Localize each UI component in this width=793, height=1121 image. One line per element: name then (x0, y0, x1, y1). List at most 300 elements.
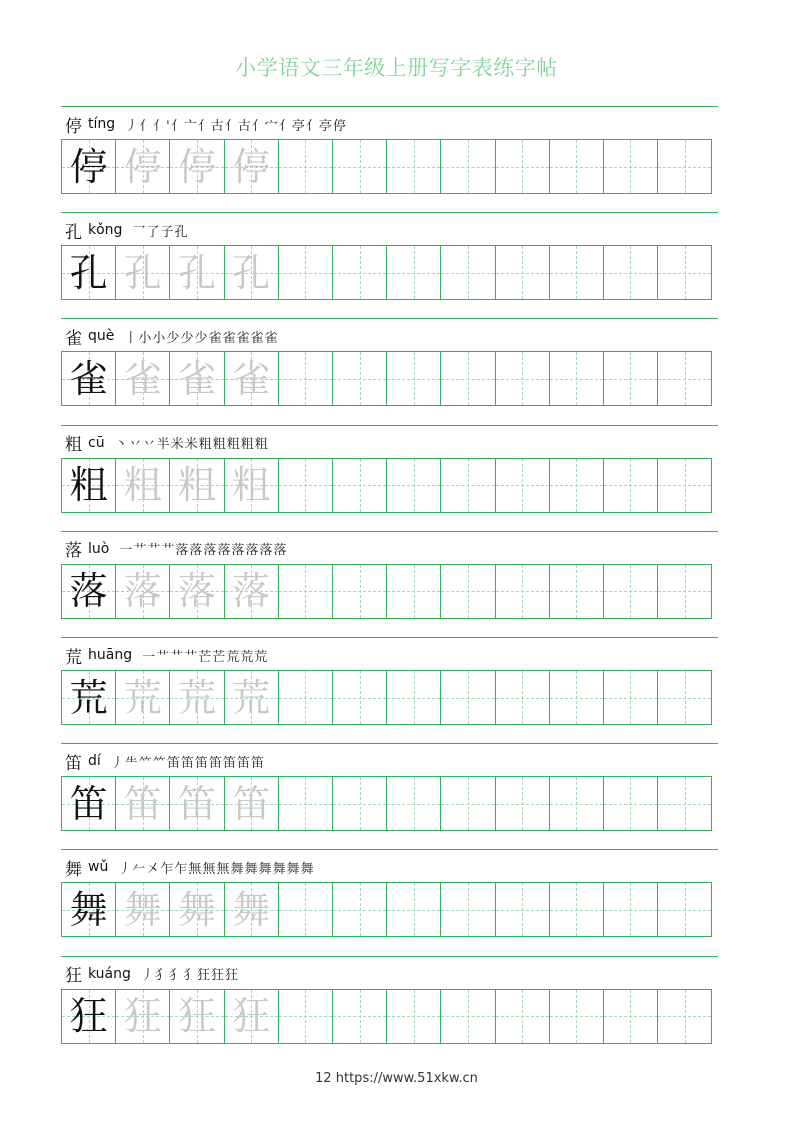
grid-cell (496, 671, 550, 724)
grid-cell (279, 565, 333, 618)
grid-cell (550, 883, 604, 936)
stroke-step: 丶 (114, 437, 128, 453)
trace-character: 粗 (232, 463, 271, 508)
grid-cell (225, 990, 279, 1043)
grid-cell (604, 246, 658, 299)
grid-cell (225, 246, 279, 299)
trace-character: 笛 (232, 781, 271, 826)
grid-cell (62, 777, 116, 830)
stroke-step: 𠂉 (132, 861, 146, 877)
guide-line-vertical (630, 883, 631, 936)
guide-line-vertical (630, 565, 631, 618)
grid-cell (496, 990, 550, 1043)
grid-cell (333, 990, 387, 1043)
trace-character: 舞 (177, 887, 216, 932)
guide-line-vertical (414, 777, 415, 830)
grid-cell (496, 565, 550, 618)
writing-grid (61, 564, 712, 619)
grid-cell (225, 777, 279, 830)
stroke-step: 米 (184, 437, 198, 453)
grid-cell (62, 565, 116, 618)
stroke-step: 粗 (240, 437, 254, 453)
stroke-step: 丿 (125, 118, 139, 134)
grid-cell (658, 246, 711, 299)
grid-cell (62, 246, 116, 299)
grid-cell (170, 990, 224, 1043)
guide-line-vertical (576, 777, 577, 830)
stroke-step: 落 (231, 543, 245, 559)
grid-cell (604, 565, 658, 618)
stroke-step: 一 (142, 649, 156, 665)
grid-cell (550, 140, 604, 193)
stroke-step: 小 (152, 330, 166, 346)
stroke-step: 笛 (250, 755, 264, 771)
grid-cell (279, 777, 333, 830)
row-divider (61, 531, 718, 532)
model-character: 粗 (69, 463, 108, 508)
stroke-step: 狂 (196, 968, 210, 984)
guide-line-vertical (685, 140, 686, 193)
model-character: 落 (69, 569, 108, 614)
stroke-step: 一 (119, 543, 133, 559)
stroke-step: 落 (259, 543, 273, 559)
trace-character: 粗 (123, 463, 162, 508)
guide-line-vertical (576, 990, 577, 1043)
stroke-step: 荒 (226, 649, 240, 665)
grid-cell (550, 459, 604, 512)
guide-line-vertical (685, 565, 686, 618)
grid-cell (604, 352, 658, 405)
stroke-step: 丷 (142, 437, 156, 453)
guide-line-vertical (685, 671, 686, 724)
guide-line-vertical (360, 990, 361, 1043)
guide-line-vertical (414, 459, 415, 512)
grid-cell (441, 246, 495, 299)
grid-cell (658, 777, 711, 830)
grid-cell (496, 352, 550, 405)
guide-line-vertical (522, 671, 523, 724)
stroke-step: 少 (166, 330, 180, 346)
stroke-step: 半 (156, 437, 170, 453)
guide-line-vertical (522, 140, 523, 193)
grid-cell (387, 140, 441, 193)
grid-cell (387, 990, 441, 1043)
grid-cell (333, 246, 387, 299)
entry-header (65, 963, 239, 985)
grid-cell (604, 883, 658, 936)
writing-grid (61, 139, 712, 194)
grid-cell (496, 883, 550, 936)
grid-cell (658, 459, 711, 512)
header-character: 笛 (65, 753, 82, 774)
grid-cell (387, 565, 441, 618)
guide-line-vertical (305, 352, 306, 405)
trace-character: 狂 (232, 994, 271, 1039)
grid-cell (279, 140, 333, 193)
header-character: 舞 (65, 859, 82, 880)
grid-cell (225, 352, 279, 405)
grid-cell (62, 990, 116, 1043)
trace-character: 孔 (232, 250, 271, 295)
guide-line-vertical (576, 883, 577, 936)
grid-cell (279, 990, 333, 1043)
grid-cell (658, 990, 711, 1043)
stroke-step: 乍 (174, 861, 188, 877)
stroke-step: 犭 (154, 968, 168, 984)
guide-line-vertical (305, 671, 306, 724)
trace-character: 舞 (123, 887, 162, 932)
trace-character: 笛 (123, 781, 162, 826)
stroke-step: 艹 (161, 543, 175, 559)
grid-cell (116, 459, 170, 512)
model-character: 荒 (69, 675, 108, 720)
guide-line-vertical (468, 777, 469, 830)
header-character: 孔 (65, 222, 82, 243)
guide-line-vertical (360, 883, 361, 936)
grid-cell (333, 140, 387, 193)
stroke-step: 狂 (210, 968, 224, 984)
guide-line-vertical (414, 883, 415, 936)
trace-character: 荒 (177, 675, 216, 720)
grid-cell (62, 671, 116, 724)
stroke-step: 了 (146, 224, 160, 240)
page-footer: 12 https://www.51xkw.cn (315, 1071, 478, 1086)
writing-grid (61, 245, 712, 300)
guide-line-vertical (630, 140, 631, 193)
guide-line-vertical (305, 777, 306, 830)
stroke-step: 㐅 (146, 861, 160, 877)
guide-line-vertical (305, 246, 306, 299)
stroke-step: 亻宀 (251, 118, 278, 134)
row-divider (61, 637, 718, 638)
guide-line-vertical (630, 777, 631, 830)
trace-character: 狂 (177, 994, 216, 1039)
writing-grid (61, 351, 712, 406)
grid-cell (441, 990, 495, 1043)
pinyin: huāng (88, 647, 133, 663)
header-character: 荒 (65, 647, 82, 668)
grid-cell (658, 352, 711, 405)
header-character: 落 (65, 541, 82, 562)
header-character: 雀 (65, 328, 82, 349)
guide-line-vertical (576, 352, 577, 405)
trace-character: 孔 (177, 250, 216, 295)
guide-line-vertical (576, 459, 577, 512)
grid-cell (279, 246, 333, 299)
pinyin: dí (88, 753, 101, 770)
stroke-step: 落 (273, 543, 287, 559)
grid-cell (658, 883, 711, 936)
stroke-step: 米 (170, 437, 184, 453)
stroke-step: ⺧ (124, 755, 138, 771)
trace-character: 粗 (177, 463, 216, 508)
grid-cell (170, 777, 224, 830)
grid-cell (225, 671, 279, 724)
guide-line-vertical (468, 883, 469, 936)
writing-grid (61, 882, 712, 937)
guide-line-vertical (305, 990, 306, 1043)
pinyin: kǒng (88, 222, 123, 239)
grid-cell (441, 671, 495, 724)
stroke-step: 停 (332, 118, 346, 134)
stroke-step: 亻亭 (305, 118, 332, 134)
guide-line-vertical (468, 140, 469, 193)
guide-line-vertical (685, 246, 686, 299)
stroke-step: 艹 (184, 649, 198, 665)
stroke-step: 丿 (110, 755, 124, 771)
stroke-step: 少 (180, 330, 194, 346)
guide-line-vertical (360, 246, 361, 299)
row-divider (61, 318, 718, 319)
entry-header (65, 538, 288, 560)
header-character: 粗 (65, 435, 82, 456)
grid-cell (441, 883, 495, 936)
stroke-step: 粗 (198, 437, 212, 453)
grid-cell (550, 352, 604, 405)
entry-header (65, 219, 189, 241)
trace-character: 雀 (177, 356, 216, 401)
guide-line-vertical (468, 246, 469, 299)
stroke-step: 落 (217, 543, 231, 559)
stroke-step: 粗 (254, 437, 268, 453)
grid-cell (550, 246, 604, 299)
stroke-step: 笛 (236, 755, 250, 771)
guide-line-vertical (522, 777, 523, 830)
guide-line-vertical (468, 565, 469, 618)
grid-cell (333, 352, 387, 405)
trace-character: 荒 (123, 675, 162, 720)
grid-cell (170, 140, 224, 193)
guide-line-vertical (522, 352, 523, 405)
trace-character: 荒 (232, 675, 271, 720)
stroke-step: 丨 (124, 330, 138, 346)
stroke-step: 無 (202, 861, 216, 877)
stroke-step: 雀 (208, 330, 222, 346)
stroke-step: 孔 (174, 224, 188, 240)
stroke-step: 落 (245, 543, 259, 559)
guide-line-vertical (576, 246, 577, 299)
grid-cell (658, 140, 711, 193)
trace-character: 孔 (123, 250, 162, 295)
grid-cell (279, 459, 333, 512)
stroke-step: 粗 (226, 437, 240, 453)
stroke-step: 犭 (182, 968, 196, 984)
stroke-step: ⺮ (138, 755, 152, 771)
pinyin: què (88, 328, 115, 345)
stroke-step: 笛 (208, 755, 222, 771)
grid-cell (441, 777, 495, 830)
row-divider (61, 106, 718, 107)
model-character: 雀 (69, 356, 108, 401)
grid-cell (333, 777, 387, 830)
trace-character: 停 (232, 144, 271, 189)
stroke-step: 艹 (133, 543, 147, 559)
stroke-step: 芒 (212, 649, 226, 665)
writing-grid (61, 670, 712, 725)
model-character: 孔 (69, 250, 108, 295)
stroke-step: 亻亠 (170, 118, 197, 134)
guide-line-vertical (522, 990, 523, 1043)
stroke-step: 舞 (300, 861, 314, 877)
stroke-step: 粗 (212, 437, 226, 453)
pinyin: kuáng (88, 965, 131, 982)
writing-grid (61, 458, 712, 513)
model-character: 舞 (69, 887, 108, 932)
guide-line-vertical (360, 140, 361, 193)
stroke-step: 芒 (198, 649, 212, 665)
writing-grid (61, 776, 712, 831)
grid-cell (604, 777, 658, 830)
stroke-step: 雀 (236, 330, 250, 346)
grid-cell (170, 352, 224, 405)
guide-line-vertical (305, 883, 306, 936)
row-divider (61, 849, 718, 850)
trace-character: 狂 (123, 994, 162, 1039)
grid-cell (441, 459, 495, 512)
grid-cell (387, 671, 441, 724)
guide-line-vertical (305, 565, 306, 618)
grid-cell (279, 883, 333, 936)
page-title: 小学语文三年级上册写字表练字帖 (235, 56, 558, 80)
stroke-step: 丿 (140, 968, 154, 984)
grid-cell (550, 565, 604, 618)
grid-cell (658, 565, 711, 618)
stroke-step: 丷 (128, 437, 142, 453)
stroke-step: 亻古 (224, 118, 251, 134)
trace-character: 笛 (177, 781, 216, 826)
entry-header (65, 644, 268, 666)
stroke-step: 乛 (132, 224, 146, 240)
grid-cell (387, 459, 441, 512)
grid-cell (116, 777, 170, 830)
grid-cell (333, 565, 387, 618)
grid-cell (116, 671, 170, 724)
grid-cell (550, 671, 604, 724)
stroke-step: ⺮ (152, 755, 166, 771)
grid-cell (62, 459, 116, 512)
entry-header (65, 432, 269, 454)
grid-cell (279, 671, 333, 724)
trace-character: 落 (232, 569, 271, 614)
stroke-step: 笛 (194, 755, 208, 771)
trace-character: 落 (123, 569, 162, 614)
guide-line-vertical (522, 883, 523, 936)
guide-line-vertical (576, 140, 577, 193)
stroke-step: 艹 (170, 649, 184, 665)
guide-line-vertical (630, 459, 631, 512)
grid-cell (333, 459, 387, 512)
guide-line-vertical (630, 990, 631, 1043)
grid-cell (604, 459, 658, 512)
grid-cell (62, 883, 116, 936)
stroke-step: 亻亭 (278, 118, 305, 134)
row-divider (61, 212, 718, 213)
stroke-step: 亻古 (197, 118, 224, 134)
trace-character: 雀 (232, 356, 271, 401)
guide-line-vertical (414, 990, 415, 1043)
trace-character: 雀 (123, 356, 162, 401)
guide-line-vertical (360, 352, 361, 405)
grid-cell (496, 777, 550, 830)
grid-cell (604, 671, 658, 724)
row-divider (61, 956, 718, 957)
stroke-step: 荒 (240, 649, 254, 665)
stroke-step: 荒 (254, 649, 268, 665)
grid-cell (496, 459, 550, 512)
guide-line-vertical (685, 777, 686, 830)
guide-line-vertical (468, 352, 469, 405)
guide-line-vertical (468, 459, 469, 512)
stroke-step: 亻 (139, 118, 153, 134)
stroke-step: 笛 (222, 755, 236, 771)
grid-cell (604, 990, 658, 1043)
grid-cell (116, 140, 170, 193)
trace-character: 舞 (232, 887, 271, 932)
grid-cell (116, 990, 170, 1043)
grid-cell (62, 352, 116, 405)
stroke-step: 舞 (244, 861, 258, 877)
writing-grid (61, 989, 712, 1044)
entry-header (65, 325, 279, 347)
model-character: 狂 (69, 994, 108, 1039)
guide-line-vertical (414, 352, 415, 405)
grid-cell (387, 777, 441, 830)
stroke-step: 無 (188, 861, 202, 877)
stroke-step: 落 (203, 543, 217, 559)
grid-cell (116, 246, 170, 299)
guide-line-vertical (468, 990, 469, 1043)
grid-cell (550, 990, 604, 1043)
stroke-step: 雀 (250, 330, 264, 346)
trace-character: 停 (177, 144, 216, 189)
grid-cell (550, 777, 604, 830)
grid-cell (170, 246, 224, 299)
stroke-step: 乍 (160, 861, 174, 877)
guide-line-vertical (414, 565, 415, 618)
grid-cell (225, 459, 279, 512)
grid-cell (279, 352, 333, 405)
guide-line-vertical (360, 459, 361, 512)
guide-line-vertical (630, 671, 631, 724)
guide-line-vertical (685, 459, 686, 512)
row-divider (61, 425, 718, 426)
stroke-step: 子 (160, 224, 174, 240)
entry-header (65, 856, 315, 878)
pinyin: wǔ (88, 859, 109, 876)
grid-cell (496, 246, 550, 299)
grid-cell (170, 883, 224, 936)
grid-cell (441, 352, 495, 405)
grid-cell (333, 883, 387, 936)
stroke-step: 無 (216, 861, 230, 877)
stroke-step: 狂 (224, 968, 238, 984)
guide-line-vertical (414, 246, 415, 299)
grid-cell (387, 246, 441, 299)
stroke-step: 落 (189, 543, 203, 559)
grid-cell (387, 352, 441, 405)
guide-line-vertical (305, 140, 306, 193)
stroke-step: 雀 (264, 330, 278, 346)
grid-cell (62, 140, 116, 193)
guide-line-vertical (685, 883, 686, 936)
guide-line-vertical (522, 246, 523, 299)
grid-cell (225, 565, 279, 618)
entry-header (65, 113, 347, 135)
stroke-step: 舞 (258, 861, 272, 877)
grid-cell (658, 671, 711, 724)
grid-cell (225, 140, 279, 193)
entry-header (65, 750, 265, 772)
